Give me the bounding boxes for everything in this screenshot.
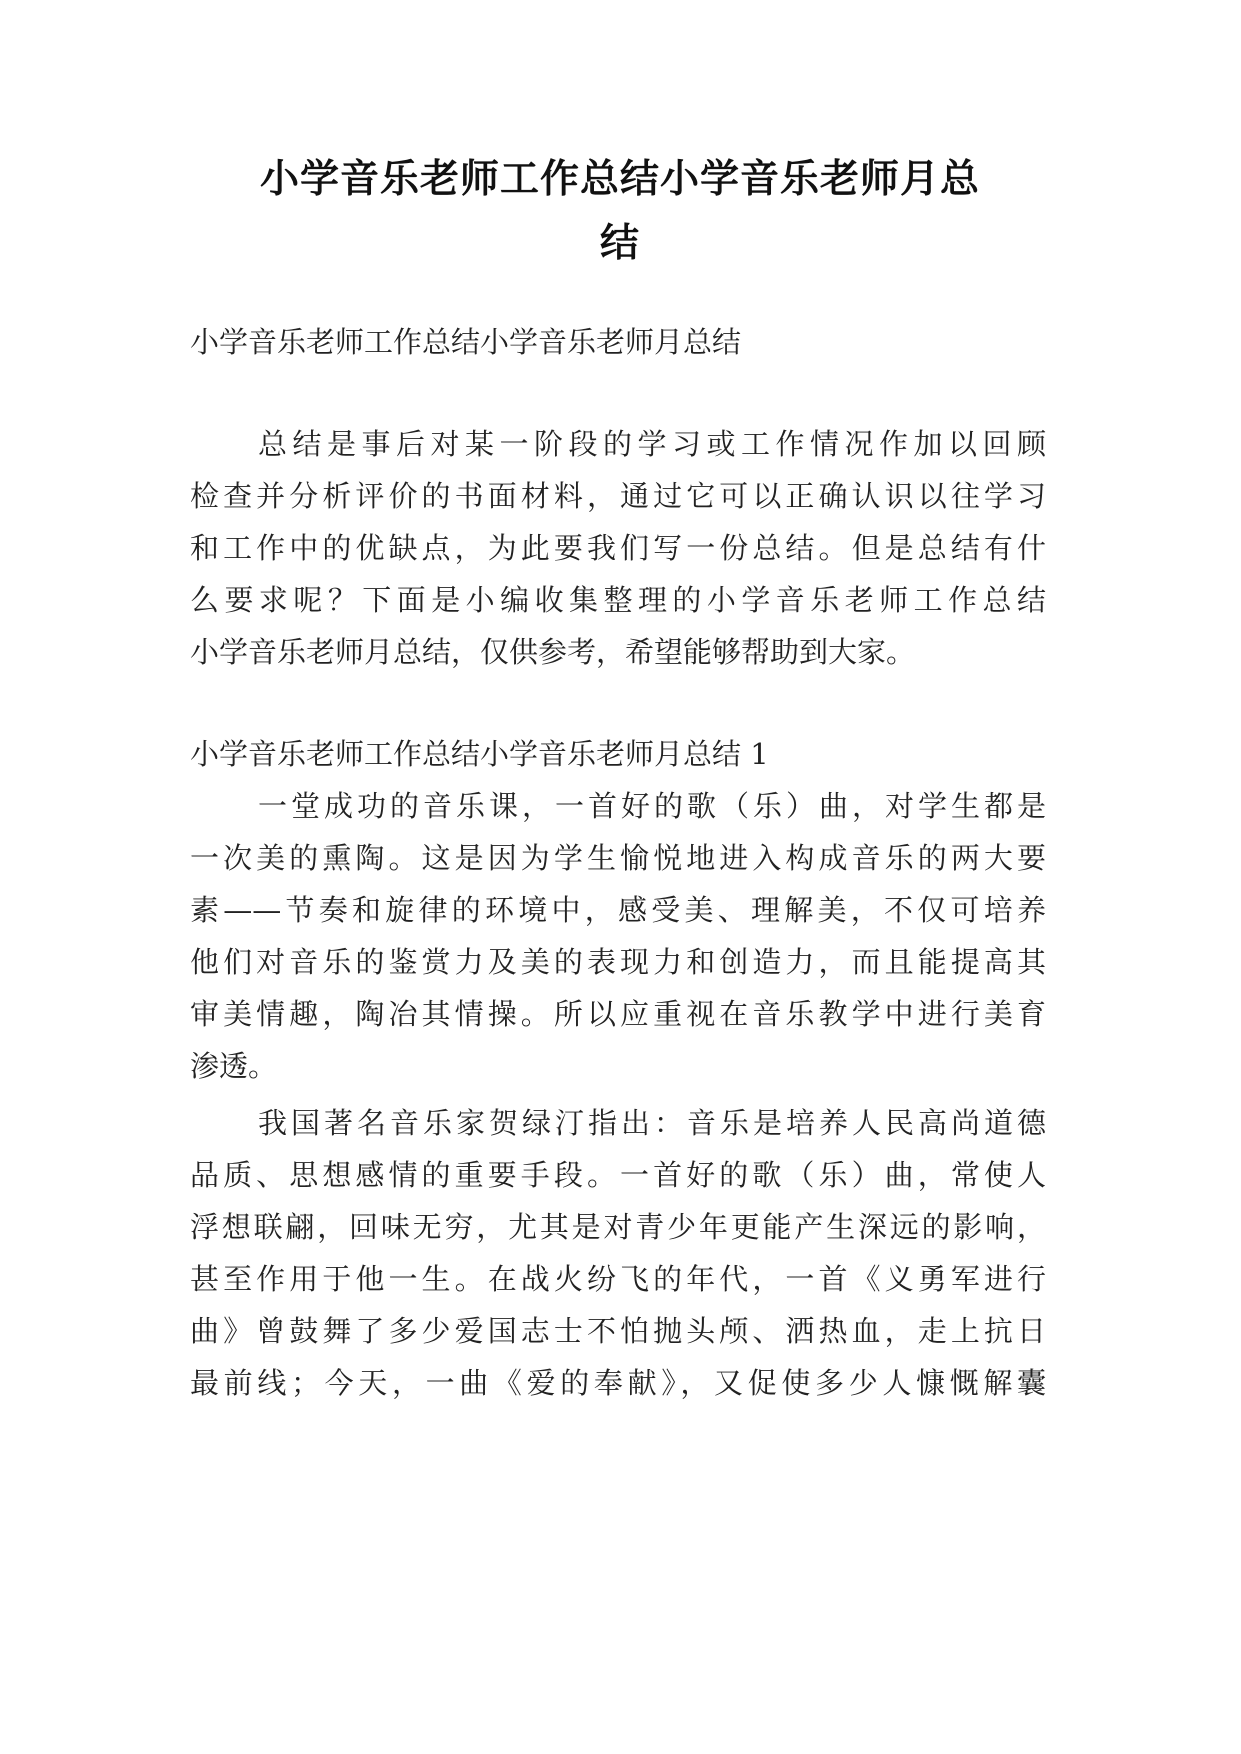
paragraph2-line-3: 浮想联翩，回味无穷，尤其是对青少年更能产生深远的影响， <box>190 1210 1046 1244</box>
paragraph2-line-4: 甚至作用于他一生。在战火纷飞的年代，一首《义勇军进行 <box>190 1262 1046 1296</box>
paragraph1-line-4: 他们对音乐的鉴赏力及美的表现力和创造力，而且能提高其 <box>190 945 1046 979</box>
title-line-2: 结 <box>599 221 640 266</box>
paragraph1-line-5: 审美情趣，陶冶其情操。所以应重视在音乐教学中进行美育 <box>190 997 1046 1031</box>
paragraph2-line-6: 最前线；今天，一曲《爱的奉献》，又促使多少人慷慨解囊 <box>190 1366 1046 1400</box>
intro-line-1: 总结是事后对某一阶段的学习或工作情况作加以回顾 <box>258 427 1046 461</box>
intro-line-5: 小学音乐老师月总结，仅供参考，希望能够帮助到大家。 <box>190 635 916 669</box>
document-subtitle: 小学音乐老师工作总结小学音乐老师月总结 <box>190 325 742 359</box>
intro-line-2: 检查并分析评价的书面材料，通过它可以正确认识以往学习 <box>190 479 1046 513</box>
intro-line-4: 么要求呢？下面是小编收集整理的小学音乐老师工作总结 <box>190 583 1046 617</box>
intro-line-3: 和工作中的优缺点，为此要我们写一份总结。但是总结有什 <box>190 531 1046 565</box>
paragraph2-line-1: 我国著名音乐家贺绿汀指出：音乐是培养人民高尚道德 <box>258 1106 1046 1140</box>
paragraph2-line-2: 品质、思想感情的重要手段。一首好的歌（乐）曲，常使人 <box>190 1158 1046 1192</box>
paragraph1-line-1: 一堂成功的音乐课，一首好的歌（乐）曲，对学生都是 <box>258 789 1046 823</box>
title-line-1: 小学音乐老师工作总结小学音乐老师月总 <box>259 157 980 202</box>
paragraph1-line-3: 素——节奏和旋律的环境中，感受美、理解美，不仅可培养 <box>190 893 1046 927</box>
paragraph1-line-2: 一次美的熏陶。这是因为学生愉悦地进入构成音乐的两大要 <box>190 841 1046 875</box>
paragraph1-line-6: 渗透。 <box>190 1049 278 1083</box>
section-heading: 小学音乐老师工作总结小学音乐老师月总结 1 <box>190 737 769 771</box>
document-title <box>180 148 1060 276</box>
paragraph2-line-5: 曲》曾鼓舞了多少爱国志士不怕抛头颅、洒热血，走上抗日 <box>190 1314 1046 1348</box>
